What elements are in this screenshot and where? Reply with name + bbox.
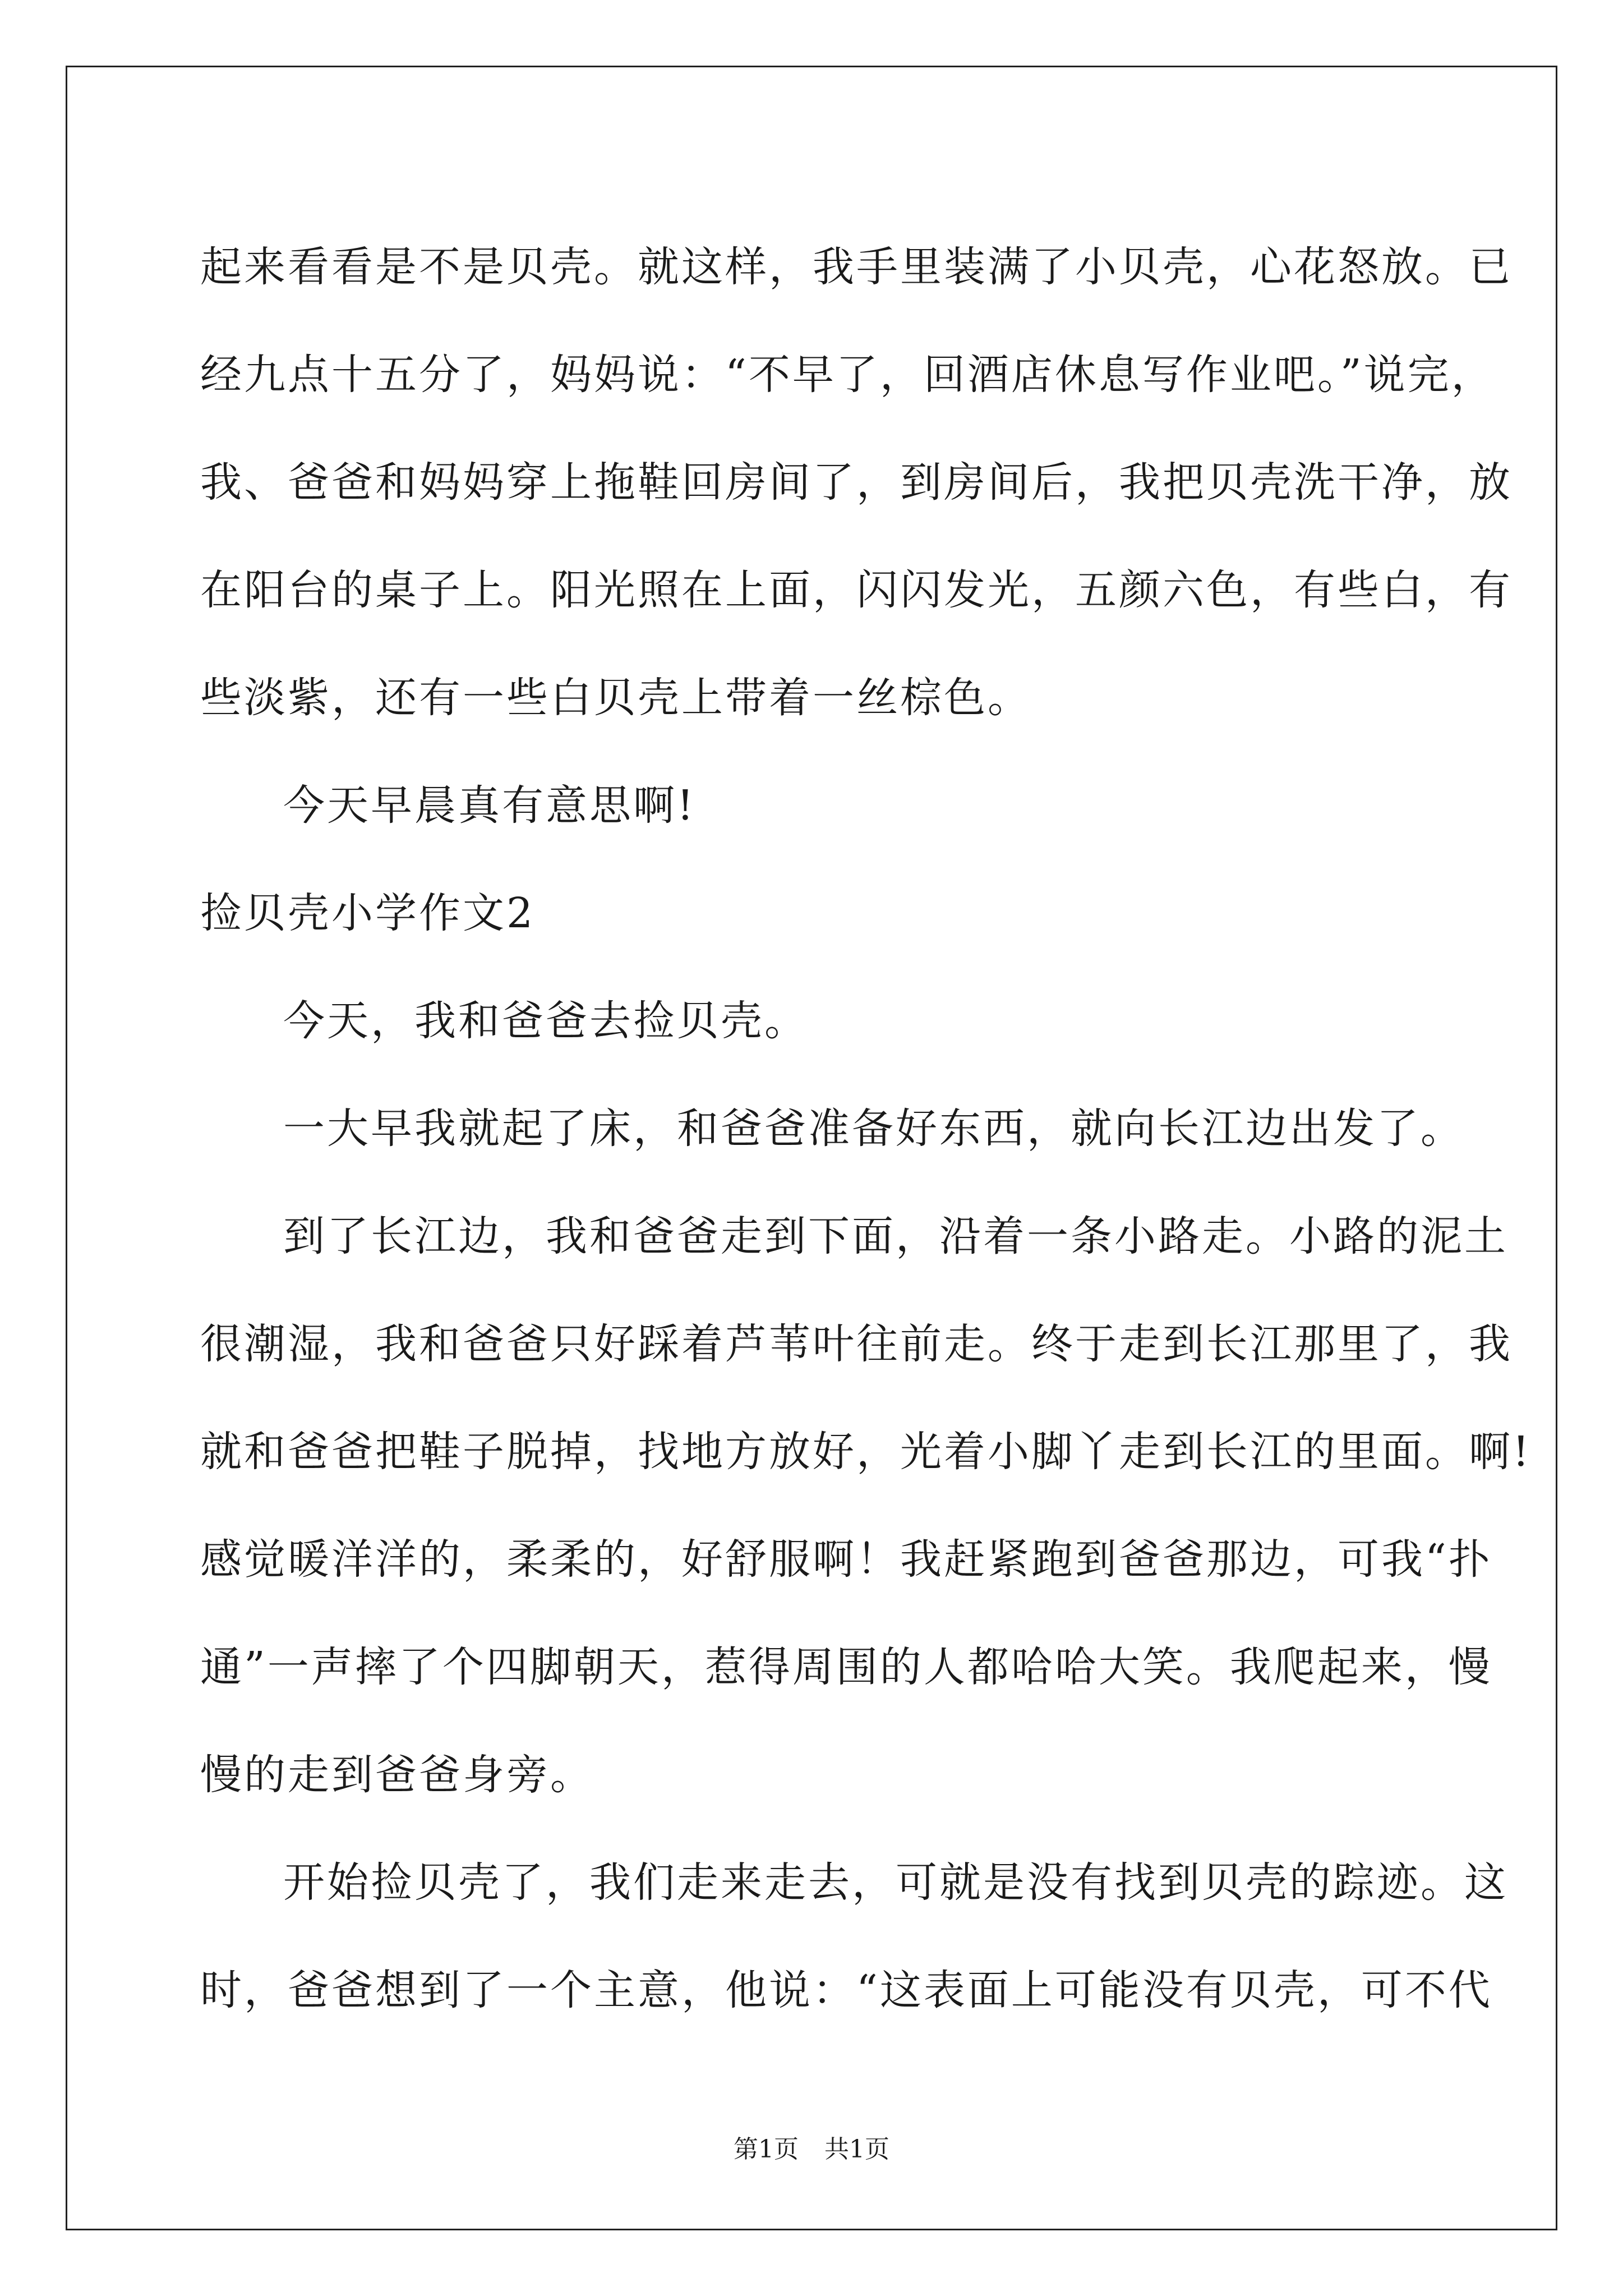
text-line: 慢的走到爸爸身旁。 bbox=[200, 1751, 594, 1799]
page-total: 共1页 bbox=[824, 2135, 889, 2164]
text-line: 经九点十五分了，妈妈说：“不早了，回酒店休息写作业吧。”说完， bbox=[200, 351, 1495, 399]
text-line: 今天早晨真有意思啊! bbox=[283, 781, 696, 830]
text-line: 很潮湿，我和爸爸只好踩着芦苇叶往前走。终于走到长江那里了，我 bbox=[200, 1320, 1513, 1368]
document-body bbox=[200, 213, 1532, 2044]
text-line: 今天，我和爸爸去捡贝壳。 bbox=[283, 997, 808, 1045]
text-line: 起来看看是不是贝壳。就这样，我手里装满了小贝壳，心花怒放。已 bbox=[200, 243, 1513, 291]
text-line: 时，爸爸想到了一个主意，他说：“这表面上可能没有贝壳，可不代 bbox=[200, 1966, 1492, 2014]
page-number: 第1页 bbox=[734, 2135, 799, 2164]
section-heading: 捡贝壳小学作文2 bbox=[200, 889, 536, 937]
text-line: 通”一声摔了个四脚朝天，惹得周围的人都哈哈大笑。我爬起来，慢 bbox=[200, 1643, 1492, 1691]
text-line: 感觉暖洋洋的，柔柔的，好舒服啊！我赶紧跑到爸爸那边，可我“扑 bbox=[200, 1535, 1492, 1584]
text-line: 一大早我就起了床，和爸爸准备好东西，就向长江边出发了。 bbox=[283, 1105, 1464, 1153]
text-line: 就和爸爸把鞋子脱掉，找地方放好，光着小脚丫走到长江的里面。啊! bbox=[200, 1428, 1532, 1476]
text-line: 开始捡贝壳了，我们走来走去，可就是没有找到贝壳的踪迹。这 bbox=[283, 1858, 1508, 1907]
text-line: 我、爸爸和妈妈穿上拖鞋回房间了，到房间后，我把贝壳洗干净，放 bbox=[200, 458, 1513, 507]
text-line: 在阳台的桌子上。阳光照在上面，闪闪发光，五颜六色，有些白，有 bbox=[200, 566, 1513, 614]
text-line: 到了长江边，我和爸爸走到下面，沿着一条小路走。小路的泥土 bbox=[283, 1212, 1508, 1260]
text-line: 些淡紫，还有一些白贝壳上带着一丝棕色。 bbox=[200, 674, 1031, 722]
page-footer bbox=[0, 2133, 1623, 2166]
